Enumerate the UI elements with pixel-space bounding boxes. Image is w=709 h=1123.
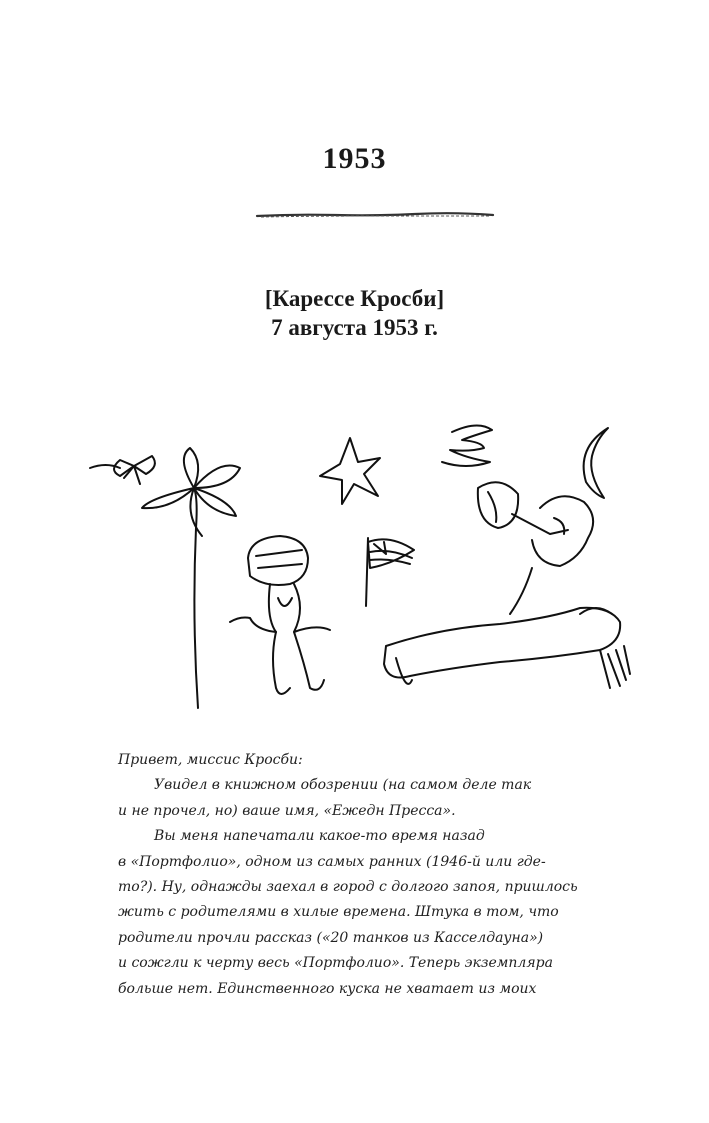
flower-icon xyxy=(142,448,240,708)
cloud-icon xyxy=(442,425,492,466)
lying-figure-icon xyxy=(384,608,630,688)
letter-line: родители прочли рассказ («20 танков из Касселдауна») xyxy=(118,929,544,946)
flag-icon xyxy=(366,538,414,606)
handwritten-letter xyxy=(118,748,618,1002)
date-line: 7 августа 1953 г. xyxy=(271,315,438,340)
chapter-year: 1953 xyxy=(322,142,387,175)
letter-heading xyxy=(0,284,709,342)
ornamental-rule xyxy=(255,207,495,221)
recipient-line: [Карессе Кросби] xyxy=(264,286,445,311)
figure-icon xyxy=(230,536,330,694)
letter-line: Увидел в книжном обозрении (на самом деле так xyxy=(154,777,532,794)
letter-line: Привет, миссис Кросби: xyxy=(118,752,303,768)
butterfly-icon xyxy=(90,456,155,484)
moon-icon xyxy=(584,428,608,498)
letter-line: Вы меня напечатали какое-то время назад xyxy=(154,828,485,845)
letter-line: то?). Ну, однажды заехал в город с долгого запоя, пришлось xyxy=(118,879,578,896)
letter-line: и не прочел, но) ваше имя, «Ежедн Пресса». xyxy=(118,802,456,819)
star-icon xyxy=(320,438,380,504)
trumpet-player-icon xyxy=(478,482,593,614)
hand-drawn-sketch-icon xyxy=(80,418,640,718)
letter-line: жить с родителями в хилые времена. Штука в том, что xyxy=(118,904,559,921)
letter-line: в «Портфолио», одном из самых ранних (1946-й или где- xyxy=(118,853,546,870)
letter-line: больше нет. Единственного куска не хватает из моих xyxy=(118,980,537,997)
letter-line: и сожгли к черту весь «Портфолио». Теперь экземпляра xyxy=(118,955,553,972)
